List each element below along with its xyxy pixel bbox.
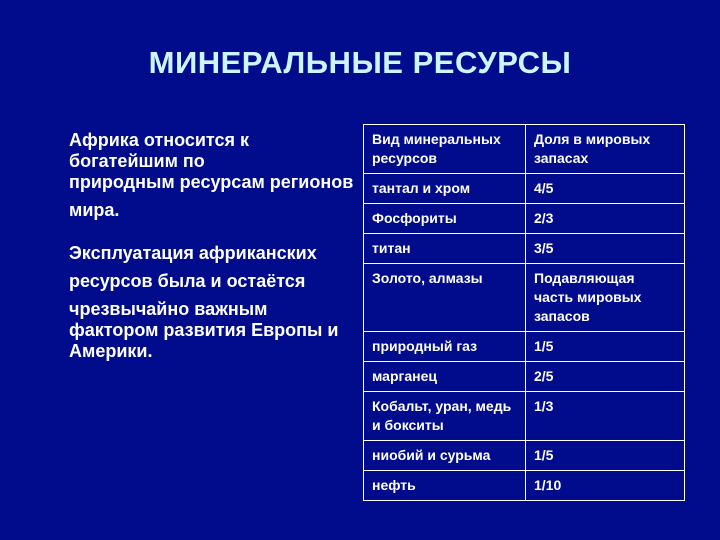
resource-cell: Кобальт, уран, медь и бокситы [364,392,526,441]
share-cell: Подавляющая часть мировых запасов [526,264,685,332]
share-cell: 1/3 [526,392,685,441]
resource-cell: тантал и хром [364,174,526,204]
share-cell: 1/5 [526,332,685,362]
resource-cell: титан [364,234,526,264]
slide-title: МИНЕРАЛЬНЫЕ РЕСУРСЫ [148,45,572,80]
share-cell: 4/5 [526,174,685,204]
resource-cell: нефть [364,471,526,501]
table-row [364,332,685,362]
header-world-share: Доля в мировых запасах [526,125,685,174]
header-resource-type: Вид минеральных ресурсов [364,125,526,174]
table-row [364,174,685,204]
exploitation-paragraph: ресурсов была и остаётся [69,271,306,291]
resource-cell: марганец [364,362,526,392]
share-cell: 2/3 [526,204,685,234]
resource-cell: природный газ [364,332,526,362]
share-cell: 1/5 [526,441,685,471]
resources-table [363,124,685,501]
share-cell: 3/5 [526,234,685,264]
intro-text [69,130,359,362]
table-row [364,441,685,471]
table-row [364,471,685,501]
table-header-row [364,125,685,174]
exploitation-paragraph: чрезвычайно важным фактором развития Европы и Америки. [69,299,339,361]
table-row [364,204,685,234]
intro-paragraph: мира. [69,200,120,220]
share-cell: 1/10 [526,471,685,501]
intro-paragraph: природным ресурсам регионов [69,172,354,192]
resource-cell: Фосфориты [364,204,526,234]
share-cell: 2/5 [526,362,685,392]
table-row [364,234,685,264]
table-row [364,264,685,332]
table-row [364,392,685,441]
resource-cell: Золото, алмазы [364,264,526,332]
table-row [364,362,685,392]
exploitation-paragraph: Эксплуатация африканских [69,243,317,263]
intro-paragraph: Африка относится к богатейшим по [69,130,249,171]
resource-cell: ниобий и сурьма [364,441,526,471]
